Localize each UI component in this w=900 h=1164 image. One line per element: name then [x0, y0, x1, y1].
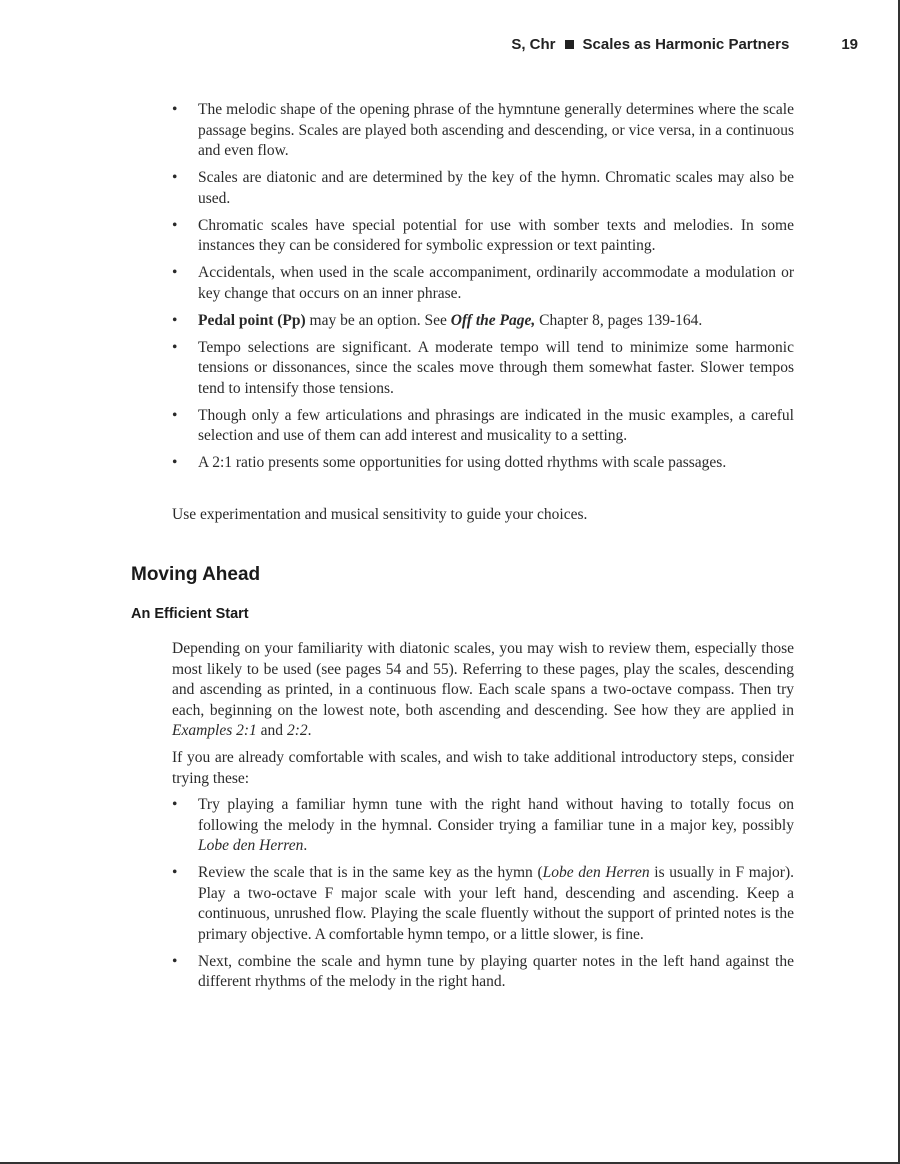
list-item-text: .: [303, 837, 308, 854]
list-item-text: Chapter 8, pages 139-164.: [535, 311, 703, 329]
hymn-title: Lobe den Herren: [542, 864, 650, 881]
subsection-heading: An Efficient Start: [131, 606, 249, 622]
header-title: Scales as Harmonic Partners: [582, 36, 790, 53]
list-item: [172, 863, 794, 945]
list-item: • Though only a few articulations and phrasings are indicated in the music examples, a careful selection and use of them can add interest and musicality to a setting.: [172, 406, 794, 447]
list-item-text: Review the scale that is in the same key as the hymn (: [198, 864, 543, 881]
steps-paragraph: If you are already comfortable with scales, and wish to take additional introductory steps, consider trying these:: [172, 749, 794, 787]
list-item-text: Try playing a familiar hymn tune with the right hand without having to totally focus on following the melody in the hymnal. Consider trying a familiar tune in a major key, possibly: [198, 796, 794, 834]
paragraph-text: Depending on your familiarity with diatonic scales, you may wish to review them, especially those most likely to be used (see pages 54 and 55). Referring to these pages, play the scales, descending and ascending as printed, in a continuous flow. Each scale spans a two-octave compass. Then try each, beginning on the lowest note, both ascending and descending. See how they are applied in: [172, 640, 794, 719]
guidelines-list: [172, 100, 794, 480]
intro-paragraph: [172, 639, 794, 742]
header-section: S, Chr: [511, 36, 556, 53]
list-item-text: may be an option. See: [305, 311, 451, 329]
list-item: [172, 795, 794, 857]
list-item: • Accidentals, when used in the scale accompaniment, ordinarily accommodate a modulation or key change that occurs on an inner phrase.: [172, 263, 794, 304]
list-item-text: Next, combine the scale and hymn tune by playing quarter notes in the left hand against the different rhythms of the melody in the right hand.: [198, 952, 794, 990]
running-header: [511, 36, 858, 53]
list-item: • Tempo selections are significant. A moderate tempo will tend to minimize some harmonic tensions or dissonances, since the scales move through them somewhat faster. Slower tempos tend to intensify those tensions.: [172, 338, 794, 400]
hymn-title: Lobe den Herren: [198, 837, 304, 854]
list-item: [172, 952, 794, 993]
list-item: • Scales are diatonic and are determined by the key of the hymn. Chromatic scales may also be used.: [172, 168, 794, 209]
list-item-text: is usually in F major). Play a two-octave F major scale with your left hand, descending and ascending. Keep a continuous, unrushed flow. Playing the scale fluently without the support of printed notes is the primary objective. A comfortable hymn tempo, or a little slower, is fine.: [198, 864, 794, 943]
square-bullet-icon: [565, 40, 574, 49]
example-ref: Examples 2:1: [172, 722, 257, 739]
list-item: • The melodic shape of the opening phrase of the hymntune generally determines where the scale passage begins. Scales are played both ascending and descending, or vice versa, in a continuous and even flow.: [172, 100, 794, 162]
example-ref: 2:2: [286, 722, 308, 739]
steps-list: [172, 795, 794, 999]
list-item: • A 2:1 ratio presents some opportunities for using dotted rhythms with scale passages.: [172, 453, 794, 474]
section-heading: Moving Ahead: [131, 564, 261, 585]
paragraph-text: .: [307, 722, 312, 739]
paragraph-text: and: [256, 722, 287, 739]
closing-line: Use experimentation and musical sensitivity to guide your choices.: [172, 506, 588, 523]
list-item: [172, 311, 794, 332]
page-number: 19: [841, 36, 858, 53]
book-title: Off the Page,: [450, 311, 536, 329]
list-item: • Chromatic scales have special potential for use with somber texts and melodies. In some instances they can be considered for symbolic expression or text painting.: [172, 216, 794, 257]
term-pedal-point: Pedal point (Pp): [198, 311, 306, 329]
